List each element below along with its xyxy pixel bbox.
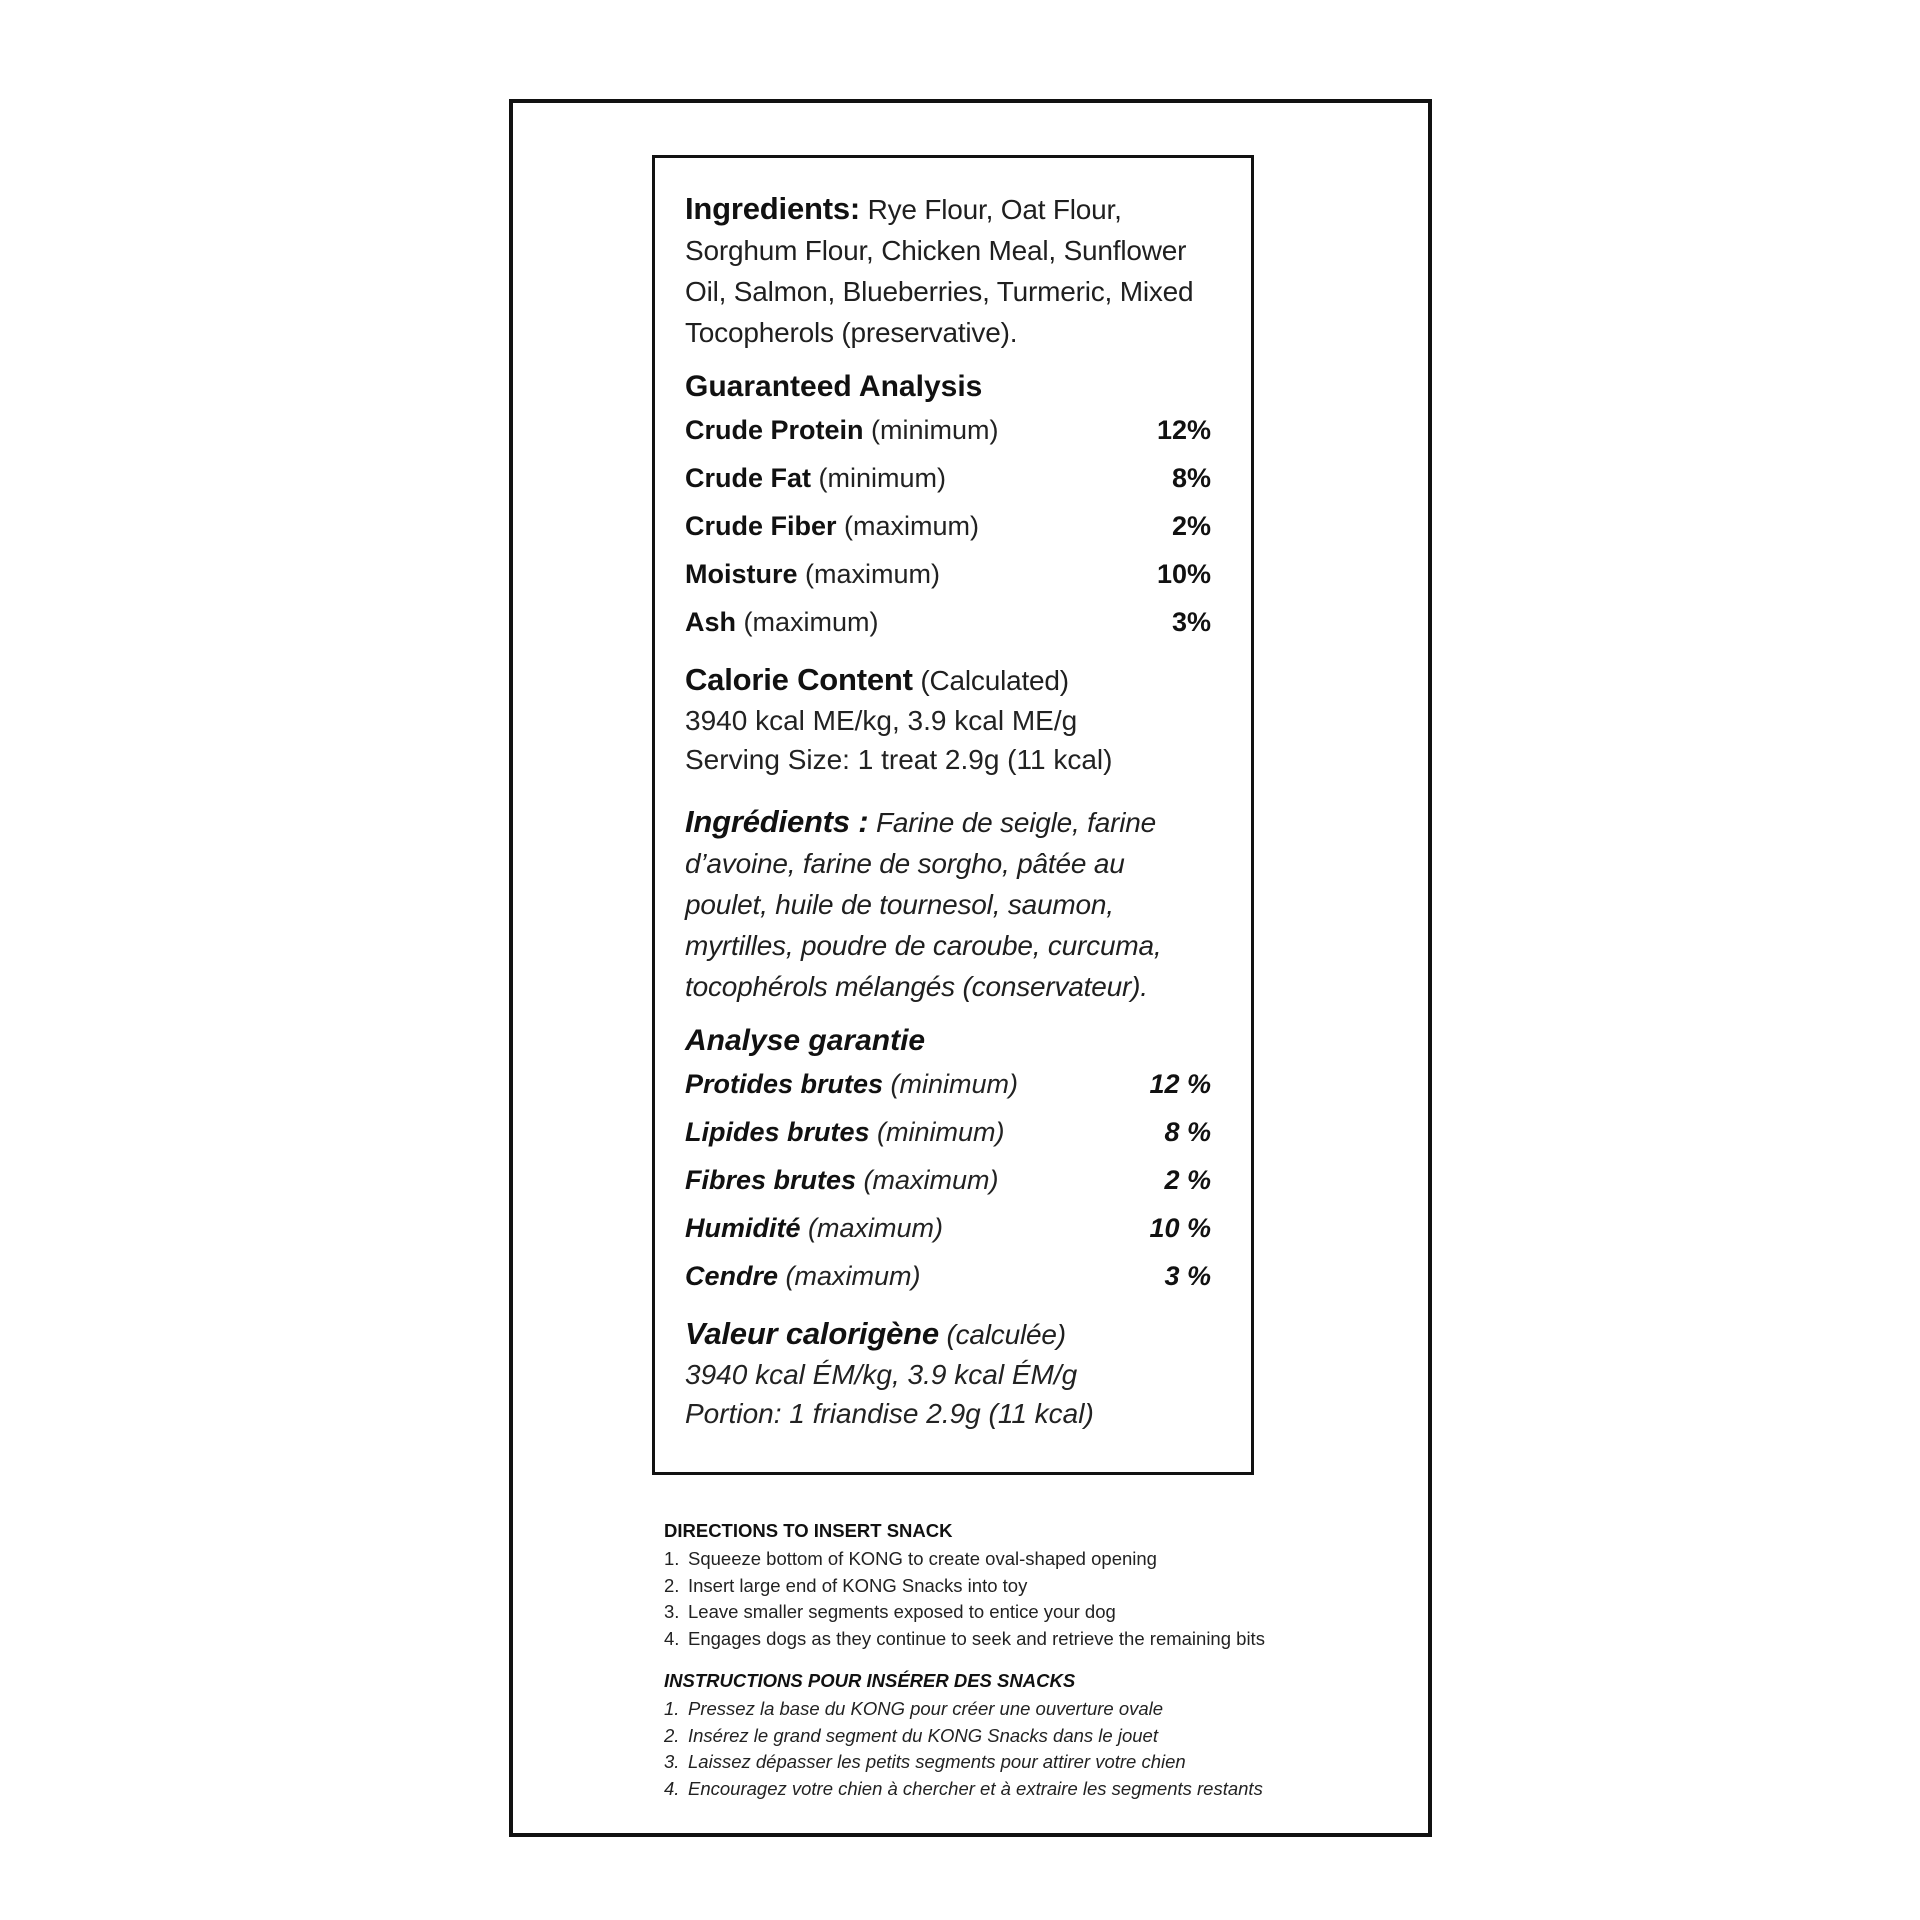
directions-list-en — [664, 1546, 1304, 1652]
analysis-value: 10 % — [1149, 1213, 1211, 1243]
analysis-row — [685, 1261, 1211, 1309]
step-text: Insert large end of KONG Snacks into toy — [688, 1574, 1028, 1596]
ingredients-text-en: Rye Flour, Oat Flour, Sorghum Flour, Chicken Meal, Sunflower Oil, Salmon, Blueberries, Turmeric, Mixed Tocopherols (preservative). — [685, 194, 1194, 348]
analysis-qualifier: (maximum) — [778, 1261, 921, 1291]
step-text: Squeeze bottom of KONG to create oval-shaped opening — [688, 1548, 1157, 1569]
analysis-row — [685, 1069, 1211, 1117]
calorie-line2-fr: Portion: 1 friandise 2.9g (11 kcal) — [685, 1398, 1094, 1429]
calorie-label-fr: Valeur calorigène — [685, 1316, 939, 1351]
calorie-qualifier-en: (Calculated) — [912, 665, 1069, 696]
analysis-value: 10% — [1156, 559, 1211, 589]
list-item — [664, 1573, 1304, 1600]
ingredients-en — [685, 188, 1211, 353]
step-text: Engages dogs as they continue to seek and retrieve the remaining bits — [688, 1627, 1265, 1649]
list-item — [664, 1776, 1304, 1803]
analysis-name: Ash — [685, 607, 737, 637]
analysis-value: 3 % — [1164, 1261, 1211, 1291]
ingredients-label-fr: Ingrédients : — [685, 804, 869, 839]
calorie-line2-en: Serving Size: 1 treat 2.9g (11 kcal) — [685, 744, 1113, 775]
analysis-row — [685, 511, 1211, 559]
calorie-line1-en: 3940 kcal ME/kg, 3.9 kcal ME/g — [685, 705, 1078, 736]
directions-list-fr — [664, 1696, 1304, 1802]
step-number: 1. — [664, 1548, 680, 1569]
ingredients-text-fr: Farine de seigle, farine d’avoine, farine de sorgho, pâtée au poulet, huile de tournesol, saumon, myrtilles, poudre de caroube, curcuma, tocophérols mélangés (conservateur). — [685, 807, 1162, 1002]
analysis-name: Crude Fiber — [685, 511, 837, 541]
analysis-qualifier: (minimum) — [869, 1117, 1005, 1147]
analysis-title-en: Guaranteed Analysis — [685, 370, 983, 403]
step-number: 3. — [664, 1751, 680, 1772]
analysis-row — [685, 559, 1211, 607]
step-number: 2. — [664, 1574, 680, 1596]
analysis-name: Protides brutes — [685, 1069, 884, 1099]
analysis-name: Crude Protein — [685, 415, 864, 445]
analysis-qualifier: (maximum) — [797, 559, 941, 589]
analysis-table-fr — [685, 1069, 1211, 1309]
step-number: 1. — [664, 1698, 680, 1719]
directions-en — [664, 1520, 1304, 1652]
analysis-value: 2 % — [1164, 1165, 1211, 1195]
ingredients-label-en: Ingredients: — [685, 191, 861, 226]
analysis-name: Moisture — [685, 559, 798, 589]
analysis-qualifier: (maximum) — [736, 607, 879, 637]
analysis-qualifier: (minimum) — [883, 1069, 1019, 1099]
analysis-value: 12 % — [1149, 1069, 1211, 1099]
step-number: 2. — [664, 1724, 680, 1746]
list-item — [664, 1599, 1304, 1626]
nutrition-panel — [652, 155, 1254, 1475]
analysis-row — [685, 1117, 1211, 1165]
step-text: Pressez la base du KONG pour créer une ouverture ovale — [688, 1698, 1164, 1719]
analysis-row — [685, 415, 1211, 463]
analysis-qualifier: (minimum) — [863, 415, 999, 445]
analysis-name: Humidité — [685, 1213, 801, 1243]
analysis-value: 2% — [1171, 511, 1211, 541]
analysis-qualifier: (maximum) — [800, 1213, 944, 1243]
list-item — [664, 1723, 1304, 1750]
list-item — [664, 1626, 1304, 1653]
analysis-qualifier: (maximum) — [836, 511, 980, 541]
step-text: Laissez dépasser les petits segments pour attirer votre chien — [688, 1751, 1186, 1772]
analysis-value: 3% — [1171, 607, 1211, 637]
list-item — [664, 1749, 1304, 1776]
analysis-value: 8 % — [1164, 1117, 1211, 1147]
calorie-line1-fr: 3940 kcal ÉM/kg, 3.9 kcal ÉM/g — [685, 1359, 1078, 1390]
analysis-name: Cendre — [685, 1261, 779, 1291]
step-number: 3. — [664, 1601, 680, 1622]
analysis-name: Crude Fat — [685, 463, 812, 493]
calorie-heading-fr — [685, 1313, 1211, 1355]
calorie-label-en: Calorie Content — [685, 662, 913, 697]
analysis-row — [685, 1213, 1211, 1261]
analysis-name: Fibres brutes — [685, 1165, 857, 1195]
list-item — [664, 1696, 1304, 1723]
calorie-heading-en — [685, 659, 1211, 701]
directions-fr — [664, 1670, 1304, 1802]
directions-title-en: DIRECTIONS TO INSERT SNACK — [664, 1520, 953, 1541]
analysis-qualifier: (maximum) — [856, 1165, 999, 1195]
analysis-row — [685, 607, 1211, 655]
analysis-table-en — [685, 415, 1211, 655]
step-text: Insérez le grand segment du KONG Snacks dans le jouet — [688, 1724, 1158, 1746]
step-number: 4. — [664, 1777, 680, 1799]
analysis-qualifier: (minimum) — [811, 463, 947, 493]
step-text: Encouragez votre chien à chercher et à extraire les segments restants — [688, 1777, 1263, 1799]
directions-title-fr: INSTRUCTIONS POUR INSÉRER DES SNACKS — [664, 1670, 1076, 1691]
calorie-qualifier-fr: (calculée) — [938, 1319, 1066, 1350]
step-number: 4. — [664, 1627, 680, 1649]
list-item — [664, 1546, 1304, 1573]
analysis-row — [685, 1165, 1211, 1213]
analysis-row — [685, 463, 1211, 511]
analysis-value: 8% — [1171, 463, 1211, 493]
analysis-value: 12% — [1156, 415, 1211, 445]
analysis-name: Lipides brutes — [685, 1117, 870, 1147]
step-text: Leave smaller segments exposed to entice your dog — [688, 1601, 1116, 1622]
ingredients-fr — [685, 801, 1211, 1007]
analysis-title-fr: Analyse garantie — [685, 1024, 926, 1057]
